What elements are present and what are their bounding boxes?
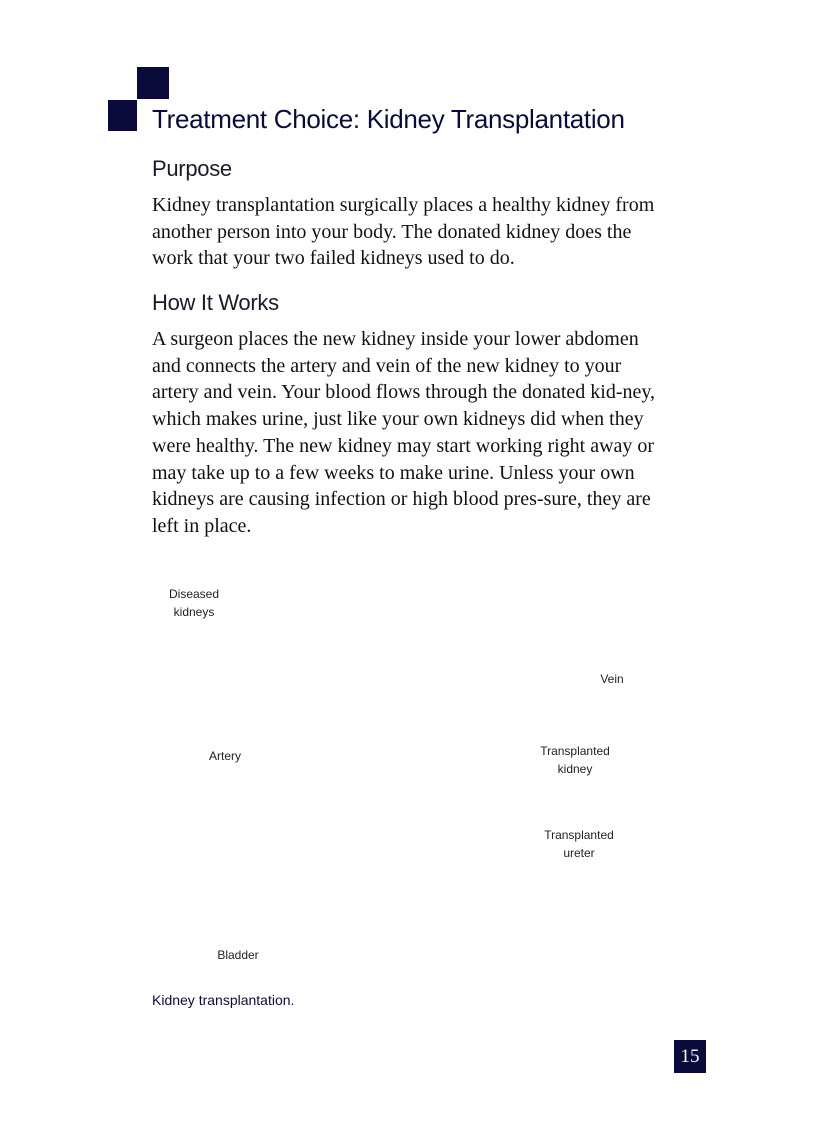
label-bladder: Bladder [217,948,259,962]
page-title: Treatment Choice: Kidney Transplantation [152,104,625,134]
how-it-works-heading: How It Works [152,290,279,315]
decorative-square-left [108,100,137,131]
label-artery: Artery [208,749,241,763]
label-diseased-kidneys: Diseased kidneys [168,587,220,619]
how-it-works-paragraph: A surgeon places the new kidney inside your lower abdomen and connects the artery and vein of the new kidney to your artery and vein. Your blood flows through the donated kid-ney, which makes urine, just like your own kidneys did when they were healthy. The new kidney may start working right away or may take up to a few weeks to make urine. Unless your own kidneys are causing infection or high blood pres-sure, they are left in place. [152,328,656,537]
kidney-transplant-figure [140,570,680,980]
purpose-heading: Purpose [152,156,232,181]
label-vein: Vein [600,672,624,686]
purpose-paragraph: Kidney transplantation surgically places a healthy kidney from another person into your body. The donated kidney does the work that your two failed kidneys used to do. [152,194,655,270]
label-transplanted-ureter: Transplanted ureter [544,828,614,860]
page-number: 15 [674,1040,706,1073]
label-transplanted-kidney: Transplanted kidney [540,744,610,776]
figure-caption: Kidney transplantation. [152,992,295,1008]
decorative-square-top [137,67,169,99]
